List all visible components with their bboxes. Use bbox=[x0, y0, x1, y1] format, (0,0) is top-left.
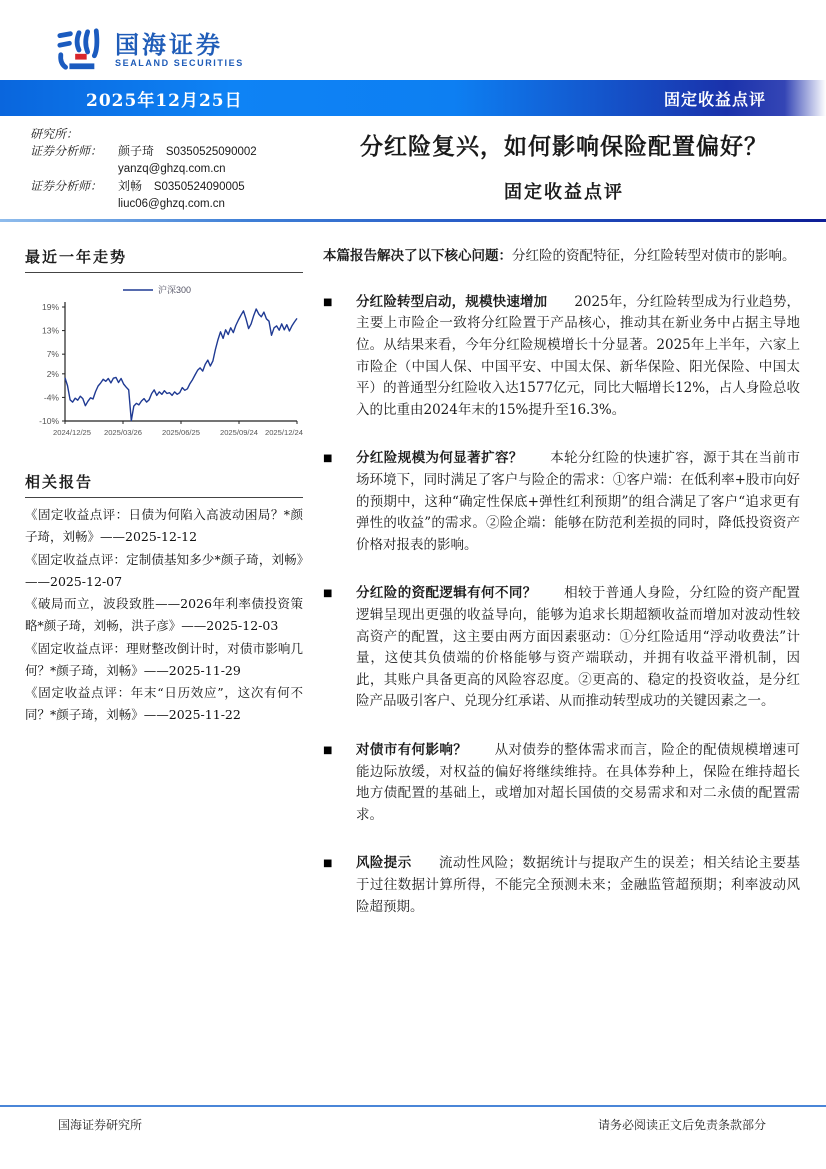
report-item[interactable]: 《固定收益点评：定制债基知多少*颜子琦，刘畅》——2025-12-07 bbox=[25, 551, 303, 589]
bullet-text bbox=[356, 583, 800, 713]
head-info bbox=[0, 116, 826, 219]
report-date: 2025年12月25日 bbox=[86, 90, 243, 111]
bullet-text bbox=[356, 448, 800, 556]
bullet-item bbox=[323, 292, 800, 422]
bullet-text bbox=[356, 292, 800, 422]
bullet-square-icon: ■ bbox=[323, 296, 333, 308]
report-item[interactable]: 《固定收益点评：理财整改倒计时，对债市影响几何？*颜子琦，刘畅》——2025-11-29 bbox=[25, 640, 303, 678]
report-title: 分红险复兴，如何影响保险配置偏好？ bbox=[360, 133, 768, 160]
bullet-list bbox=[323, 292, 800, 918]
report-item[interactable]: 《破局而立，波段致胜——2026年利率债投资策略*颜子琦，刘畅，洪子彦》——2025-12-03 bbox=[25, 596, 303, 634]
header-logo bbox=[0, 0, 826, 78]
bullet-body: 从对债券的整体需求而言，险企的配债规模增速可能边际放缓，对权益的偏好将继续维持。在具体券种上，保险在维持超长地方债配置的基础上，或增加对超长国债的交易需求和对二永债的配置需求。 bbox=[356, 741, 801, 823]
sidebar bbox=[25, 246, 303, 945]
bullet-body: 相较于普通人身险，分红险的资产配置逻辑呈现出更强的收益导向，能够为追求长期超额收益而增加对波动性较高资产的配置，这主要由两方面因素驱动：①分红险适用“浮动收费法”计量，这使其负债端的价格能够与资产端联动，并拥有收益平滑机制，因此，其账户具备更高的风险容忍度。②更高的、稳定的投资收益，是分红险产品吸引客户、兑现分红承诺、从而推动转型成功的关键因素之一。 bbox=[356, 585, 801, 710]
bullet-body: 流动性风险；数据统计与提取产生的误差；相关结论主要基于过往数据计算所得，不能完全预测未来；金融监管超预期；利率波动风险超预期。 bbox=[356, 855, 801, 915]
svg-text:19%: 19% bbox=[41, 302, 59, 312]
main-body bbox=[303, 246, 800, 945]
svg-text:2025/12/24: 2025/12/24 bbox=[264, 428, 303, 437]
bullet-square-icon: ■ bbox=[323, 744, 333, 756]
analyst-code: S0350524090005 bbox=[153, 181, 245, 193]
logo-cn: 国海证券 bbox=[115, 30, 223, 60]
bullet-square-icon: ■ bbox=[323, 858, 333, 870]
footer-right: 请务必阅读正文后免责条款部分 bbox=[597, 1118, 766, 1132]
bullet-text bbox=[356, 740, 800, 826]
svg-text:2%: 2% bbox=[46, 368, 59, 379]
bullet-item bbox=[323, 583, 800, 713]
analyst-email[interactable]: yanzq@ghzq.com.cn bbox=[118, 163, 226, 175]
bullet-heading: 分红险规模为何显著扩容？ bbox=[356, 450, 523, 467]
sealand-logo-icon bbox=[55, 27, 103, 73]
svg-text:2024/12/25: 2024/12/25 bbox=[53, 428, 92, 437]
logo-en: SEALAND SECURITIES bbox=[115, 57, 244, 68]
title-block bbox=[330, 126, 798, 213]
svg-text:-10%: -10% bbox=[39, 416, 59, 426]
related-reports-list bbox=[25, 498, 303, 727]
bullet-text bbox=[356, 853, 800, 918]
reports-section-title: 相关报告 bbox=[25, 471, 303, 498]
intro-bold: 本篇报告解决了以下核心问题： bbox=[323, 248, 512, 264]
report-banner bbox=[0, 80, 826, 116]
logo-text bbox=[115, 32, 244, 67]
svg-text:2025/03/26: 2025/03/26 bbox=[103, 428, 143, 437]
report-item[interactable]: 《固定收益点评：年末“日历效应”，这次有何不同？*颜子琦，刘畅》——2025-11-22 bbox=[25, 685, 303, 723]
bullet-body: 本轮分红险的快速扩容，源于其在当前市场环境下，同时满足了客户与险企的需求：①客户端：在低利率+股市向好的预期中，这种“确定性保底+弹性红利预期”的组合满足了客户“追求更有弹性的收益”的需求。②险企端：能够在防范利差损的同时，降低投资资产价格对报表的影响。 bbox=[356, 450, 801, 553]
chart-section-title: 最近一年走势 bbox=[25, 246, 303, 273]
bullet-heading: 分红险转型启动，规模快速增加 bbox=[356, 293, 548, 310]
svg-text:2025/09/24: 2025/09/24 bbox=[219, 428, 259, 437]
bullet-square-icon: ■ bbox=[323, 453, 333, 465]
analyst-role-label: 证券分析师： bbox=[30, 144, 103, 158]
bullet-heading: 对债市有何影响？ bbox=[356, 741, 468, 758]
analyst-meta bbox=[30, 126, 330, 213]
intro-paragraph bbox=[323, 246, 800, 268]
svg-text:沪深300: 沪深300 bbox=[158, 285, 192, 295]
page-footer bbox=[0, 1105, 826, 1133]
analyst-name: 颜子琦 bbox=[118, 144, 155, 158]
bullet-heading: 分红险的资配逻辑有何不同？ bbox=[356, 585, 537, 602]
analyst-role-label: 证券分析师： bbox=[30, 179, 103, 193]
content bbox=[0, 222, 826, 945]
svg-text:7%: 7% bbox=[46, 349, 59, 360]
bullet-body: 2025年，分红险转型成为行业趋势，主要上市险企一致将分红险置于产品核心，推动其在新业务中占据主导地位。从结果来看，今年分红险规模增长十分显著。2025年上半年，六家上市险企（中国人保、中国平安、中国太保、新华保险、阳光保险、中国太平）的普通型分红险收入达1577亿元，同比大幅增长12%，占人身险总收入的比重由2024年末的15%提升至16.3%。 bbox=[356, 293, 801, 418]
svg-text:-4%: -4% bbox=[43, 392, 59, 403]
svg-text:13%: 13% bbox=[41, 325, 59, 336]
analyst-name: 刘畅 bbox=[118, 179, 143, 193]
bullet-square-icon: ■ bbox=[323, 588, 333, 600]
bullet-item bbox=[323, 740, 800, 826]
report-item[interactable]: 《固定收益点评：日债为何陷入高波动困局？*颜子琦，刘畅》——2025-12-12 bbox=[25, 507, 303, 545]
trend-chart-svg bbox=[25, 281, 303, 441]
analyst-code: S0350525090002 bbox=[165, 146, 257, 158]
analyst-email[interactable]: liuc06@ghzq.com.cn bbox=[118, 198, 225, 210]
trend-chart bbox=[25, 273, 303, 445]
report-subtitle: 固定收益点评 bbox=[504, 181, 624, 203]
bullet-item bbox=[323, 853, 800, 918]
intro-rest: 分红险的资配特征，分红险转型对债市的影响。 bbox=[512, 248, 796, 264]
svg-text:2025/06/25: 2025/06/25 bbox=[161, 428, 201, 437]
bullet-heading: 风险提示 bbox=[356, 855, 412, 872]
bullet-item bbox=[323, 448, 800, 556]
institute-label: 研究所： bbox=[30, 127, 79, 141]
footer-left: 国海证券研究所 bbox=[58, 1118, 143, 1132]
report-category: 固定收益点评 bbox=[663, 89, 766, 109]
